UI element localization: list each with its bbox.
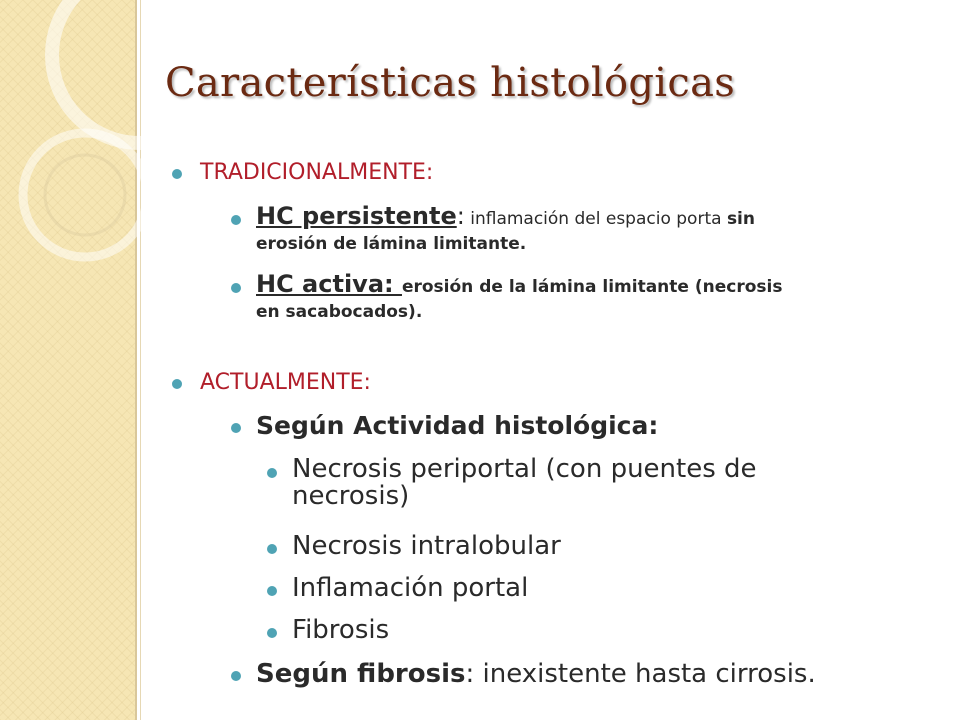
list-item-text: Inflamación portal [292,573,529,603]
activa-item [256,272,945,322]
actividad-label: Según Actividad histológica: [256,411,659,440]
actividad-bullet [170,412,945,441]
list-item [292,532,945,562]
tradicional-heading-text: TRADICIONALMENTE: [200,160,434,185]
persistente-desc-bold: sin [726,209,755,229]
activa-bullet [170,272,945,322]
actual-heading [170,370,371,395]
activa-desc-bold: erosión de la lámina limitante (necrosis [401,277,783,297]
actual-heading-text: ACTUALMENTE: [200,370,371,395]
list-item-text-continued: necrosis) [292,481,410,512]
list-item [292,574,945,604]
persistente-term: HC persistente [256,202,457,230]
actual-bullet [170,370,371,395]
list-item [292,456,945,511]
persistente-desc-bold-2: erosión de lámina limitante. [256,234,527,255]
persistente-desc: inflamación del espacio porta [464,209,727,229]
list-item-text: Fibrosis [292,615,390,645]
fibrosis-rest: : inexistente hasta cirrosis. [465,659,816,689]
persistente-item [256,204,945,254]
activa-desc-bold-2: en sacabocados). [256,302,423,323]
persistente-colon: : [456,202,465,230]
list-item-text: Necrosis periportal (con puentes de [292,454,757,484]
persistente-bullet [170,204,945,254]
actividad-subitem-1 [170,456,945,511]
slide-title: Características histológicas [165,60,736,106]
tradicional-heading [170,160,433,185]
activa-term: HC activa: [256,270,402,298]
fibrosis-item [256,660,945,690]
tradicional-bullet [170,160,433,185]
actividad-subitem-4 [170,616,945,646]
fibrosis-label: Según fibrosis [256,659,466,689]
fibrosis-bullet [170,660,945,690]
actividad-subitem-3 [170,574,945,604]
actividad-item [256,412,945,441]
list-item [292,616,945,646]
actividad-subitem-2 [170,532,945,562]
list-item-text: Necrosis intralobular [292,531,561,561]
